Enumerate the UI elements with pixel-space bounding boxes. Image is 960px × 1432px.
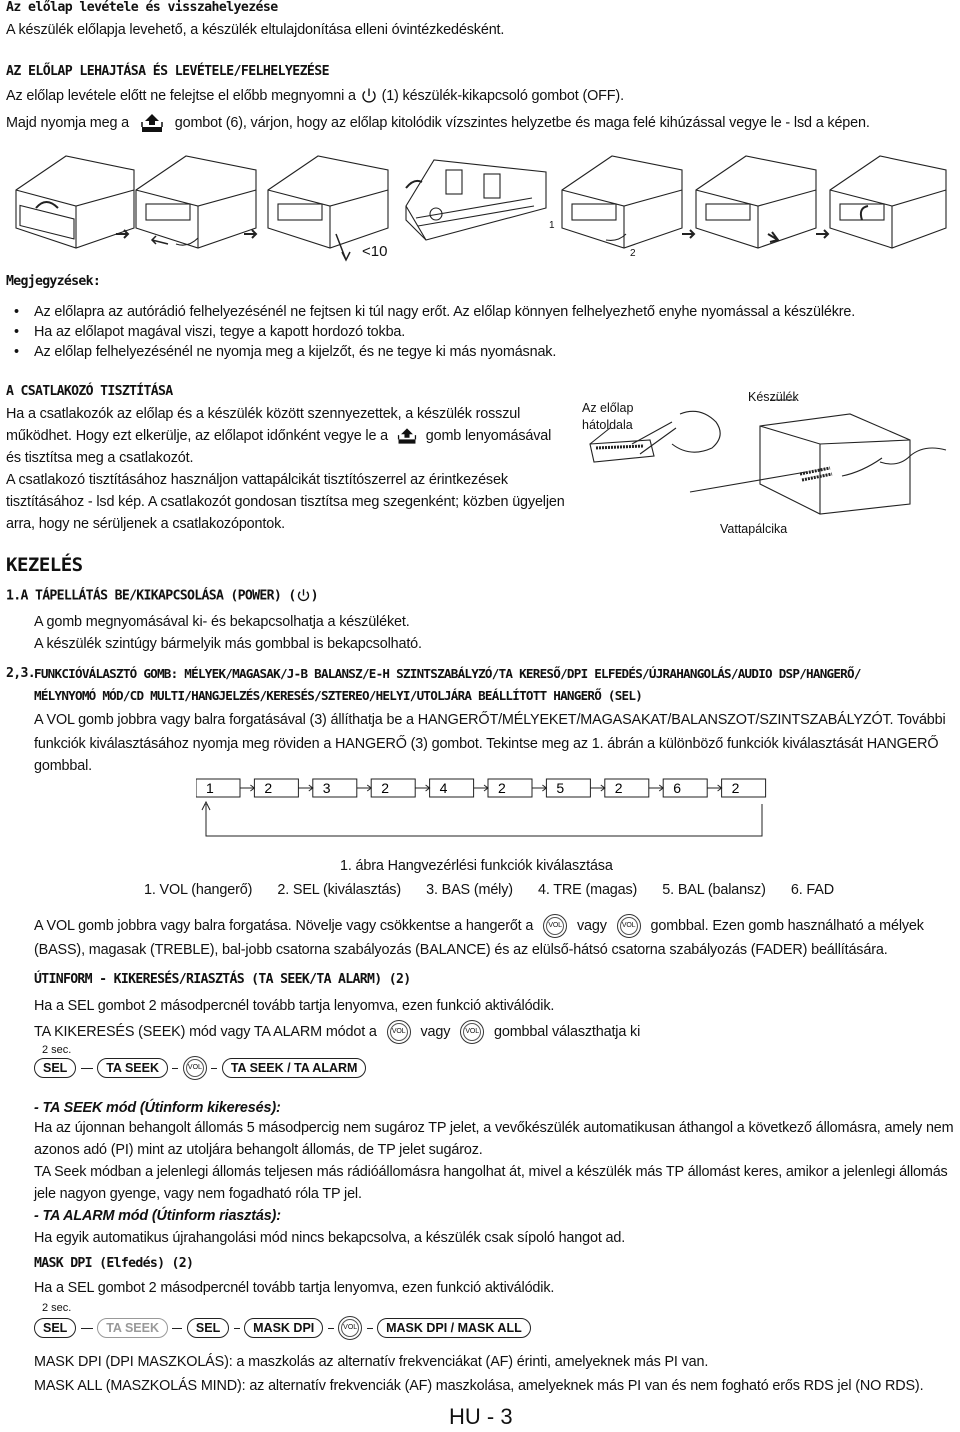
flow-step-label: 2 [498, 780, 506, 796]
unit-step-5 [562, 156, 682, 248]
flow-step-label: 2 [264, 780, 273, 796]
fig-label-swab: Vattapálcika [720, 522, 788, 536]
ta-seek-line-4: jele nagyon gyenge, vagy nem fogadható róla TP jel. [34, 1186, 362, 1202]
ta-seek-sequence [34, 1056, 366, 1080]
ta-seek-line-1: Ha az újonnan behangolt állomás 5 másodpercig nem sugároz TP jelet, a vevőkészülék automatikusan áthangol a következő állomásra, amely nem [34, 1120, 954, 1136]
mask-line-1: Ha a SEL gombot 2 másodpercnél tovább tartja lenyomva, ezen funkció aktiválódik. [34, 1280, 555, 1296]
fig-label-back-1: Az előlap [582, 401, 634, 415]
flow-arrow [415, 785, 429, 791]
flow-arrow [298, 785, 312, 791]
flow-step-label: 1 [206, 780, 214, 796]
vol-line-2: (BASS), magasak (TREBLE), bal-jobb csatorna szabályozás (BALANCE) és az elülső-hátsó csatorna szabályozás (FADER) beállítására. [34, 942, 888, 958]
kezeles-heading: KEZELÉS [6, 554, 83, 576]
flow-step-box [488, 779, 532, 797]
seq-sec-label: 2 sec. [42, 1044, 72, 1056]
vol-knob-icon: VOL [460, 1020, 484, 1044]
flow-step-label: 2 [381, 780, 389, 796]
detach-line-2b: gombot (6), várjon, hogy az előlap kitolódik vízszintes helyzetbe és maga felé kihúzással vegye le - lsd a képen. [174, 114, 870, 131]
unit-step-2 [136, 156, 256, 248]
cleaning-line-3: és tisztítsa meg a csatlakozót. [6, 450, 194, 466]
mask-line-3: MASK ALL (MASZKOLÁS MIND): az alternatív frekvenciák (AF) maszkolása, amelyeknek más PI van és nem fogható erős RDS jel (NO RDS). [34, 1378, 924, 1394]
cleaning-figure [580, 384, 950, 544]
sel-button: SEL [187, 1318, 229, 1338]
cleaning-heading: A CSATLAKOZÓ TISZTÍTÁSA [6, 384, 173, 399]
sel-button: SEL [34, 1318, 76, 1338]
utinform-line-2c: gombbal választhatja ki [494, 1023, 641, 1040]
legend-item: 1. VOL (hangerő) [144, 882, 253, 898]
vol-knob-icon: VOL [387, 1020, 411, 1044]
flow-step-box [371, 779, 415, 797]
ta-alarm-line-1: Ha egyik automatikus újrahangolási mód nincs bekapcsolva, a készülék csak sípoló hangot ad. [34, 1230, 626, 1246]
unit-step-7 [830, 156, 946, 248]
cleaning-drawing [580, 384, 950, 524]
mask-dpi-button: MASK DPI [244, 1318, 323, 1338]
detach-line-1b: (1) készülék-kikapcsoló gombot (OFF). [381, 88, 624, 104]
note-item: • Az előlapra az autórádió felhelyezésénél ne fejtsen ki túl nagy erőt. Az előlap könnyen felhelyezhető enyhe nyomással a készülékre. [14, 304, 856, 320]
flow-legend [144, 880, 834, 900]
mask-sequence [34, 1316, 531, 1340]
utinform-line-2b: vagy [420, 1023, 451, 1040]
cleaning-line-1: Ha a csatlakozók az előlap és a készülék között szennyezettek, a készülék rosszul [6, 406, 521, 422]
flow-step-label: 3 [322, 780, 331, 796]
power-heading-b: ) [310, 588, 318, 604]
func-para-3: gombbal. [34, 758, 92, 774]
cleaning-line-2b: gomb lenyomásával [425, 428, 552, 444]
angle-label: <10 [362, 243, 388, 260]
flow-step-label: 2 [731, 780, 740, 796]
flow-arrow [532, 785, 546, 791]
notes-list [6, 302, 855, 362]
legend-item: 2. SEL (kiválasztás) [277, 882, 401, 898]
note-text: Az előlap felhelyezésénél ne nyomja meg a kijelzőt, és ne tegye ki más nyomásnak. [34, 344, 557, 360]
utinform-line-2a: TA KIKERESÉS (SEEK) mód vagy TA ALARM módot a [34, 1023, 377, 1040]
vol-knob-icon: VOL [617, 914, 641, 938]
flow-arrow [240, 785, 254, 791]
ta-seek-line-2: azonos adó (PI) mint az utoljára behangolt állomás, de TP jelet sugároz. [34, 1142, 483, 1158]
flow-step-box [605, 779, 649, 797]
detach-line-1a: Az előlap levétele előtt ne felejtse el előbb megnyomni a [6, 88, 356, 104]
note-item: • Az előlap felhelyezésénél ne nyomja meg a kijelzőt, és ne tegye ki más nyomásnak. [14, 344, 557, 360]
power-heading [6, 588, 318, 604]
vol-knob-icon: VOL [183, 1056, 207, 1080]
section-title-remove-front: Az előlap levétele és visszahelyezése [6, 0, 278, 15]
seq-sec-label: 2 sec. [42, 1302, 72, 1314]
ta-alarm-title: - TA ALARM mód (Útinform riasztás): [34, 1208, 281, 1224]
func-para-2: funkciók kiválasztásához nyomja meg röviden a HANGERŐ (3) gombot. Tekintse meg az 1. ábrán a különböző funkciók kiválasztását HANGERŐ [34, 736, 939, 752]
func-heading-2: MÉLYNYOMÓ MÓD/CD MULTI/HANGJELZÉS/KERESÉS/SZTEREO/HELYI/UTOLJÁRA BEÁLLÍTOTT HANGERŐ (SEL) [34, 688, 643, 703]
note-text: Ha az előlapot magával viszi, tegye a kapott hordozó tokba. [34, 324, 406, 340]
flow-step-label: 5 [556, 780, 565, 796]
sel-button: SEL [34, 1058, 76, 1078]
flow-arrow [590, 785, 604, 791]
ta-seek-alarm-button: TA SEEK / TA ALARM [222, 1058, 367, 1078]
legend-item: 5. BAL (balansz) [662, 882, 766, 898]
ta-seek-button: TA SEEK [97, 1318, 168, 1338]
flow-step-box [254, 779, 298, 797]
flow-caption: 1. ábra Hangvezérlési funkciók kiválasztása [340, 858, 613, 874]
page-number: HU - 3 [449, 1404, 513, 1429]
utinform-line-2 [34, 1020, 640, 1044]
mask-line-2: MASK DPI (DPI MASZKOLÁS): a maszkolás az alternatív frekvenciákat (AF) érinti, amelyeknek más PI van. [34, 1354, 709, 1370]
section-heading-detach: AZ ELŐLAP LEHAJTÁSA ÉS LEVÉTELE/FELHELYEZÉSE [6, 64, 329, 79]
step-label-2: 2 [630, 248, 636, 259]
release-icon [139, 112, 165, 134]
vol-line-1a: A VOL gomb jobbra vagy balra forgatása. Növelje vagy csökkentse a hangerőt a [34, 917, 534, 934]
flow-step-box [313, 779, 357, 797]
fig-label-back-2: hátoldala [582, 418, 633, 432]
vol-knob-icon: VOL [543, 914, 567, 938]
unit-step-6 [696, 156, 816, 248]
note-text: Az előlapra az autórádió felhelyezésénél ne fejtsen ki túl nagy erőt. Az előlap könnyen felhelyezhető enyhe nyomással a készülékre. [34, 304, 856, 320]
cleaning-line-2a: működhet. Hogy ezt elkerülje, az előlapot időnként vegye le a [6, 428, 389, 444]
note-item: • Ha az előlapot magával viszi, tegye a kapott hordozó tokba. [14, 324, 406, 340]
flow-step-box [196, 779, 240, 797]
legend-item: 4. TRE (magas) [538, 882, 638, 898]
detach-line-2 [6, 112, 870, 134]
cleaning-line-6: arra, hogy ne sérüljenek a csatlakozópontok. [6, 516, 285, 532]
carrying-case [406, 160, 546, 240]
flow-step-label: 2 [614, 780, 623, 796]
ta-seek-button: TA SEEK [97, 1058, 168, 1078]
ta-seek-title: - TA SEEK mód (Útinform kikeresés): [34, 1100, 281, 1116]
func-para-1: A VOL gomb jobbra vagy balra forgatásával (3) állíthatja be a HANGERŐT/MÉLYEKET/MAGASAKAT/BALANSZOT/SZINTSZABÁLYZÓT. További [34, 712, 946, 728]
flow-step-box [546, 779, 590, 797]
cleaning-line-5: tisztításához - lsd kép. A csatlakozót gondosan tisztítsa meg szegenként; közben ügyeljen [6, 494, 565, 510]
vol-knob-icon: VOL [338, 1316, 362, 1340]
notes-heading: Megjegyzések: [6, 274, 101, 289]
vol-line-1 [34, 914, 924, 938]
fig-label-device: Készülék [748, 390, 799, 404]
front-panel-removal-illustration [6, 148, 950, 270]
mask-heading: MASK DPI (Elfedés) (2) [34, 1256, 194, 1271]
flow-arrow [649, 785, 663, 791]
vol-line-1b: vagy [576, 917, 607, 934]
power-line-1: A gomb megnyomásával ki- és bekapcsolhatja a készüléket. [34, 614, 410, 630]
step-label-1: 1 [549, 220, 555, 231]
flow-step-box [722, 779, 766, 797]
power-icon [296, 588, 311, 603]
power-heading-a: 1.A TÁPELLÁTÁS BE/KIKAPCSOLÁSA (POWER) ( [6, 588, 296, 604]
func-heading-1: FUNKCIÓVÁLASZTÓ GOMB: MÉLYEK/MAGASAK/J-B BALANSZ/E-H SZINTSZABÁLYZÓ/TA KERESŐ/DPI ELFEDÉS/ÚJRAHANGOLÁS/AUDIO DSP/HANGERŐ/ [34, 666, 861, 681]
release-icon [396, 426, 418, 446]
intro-text: A készülék előlapja levehető, a készülék eltulajdonítása elleni óvintézkedésként. [6, 22, 505, 38]
detach-line-1 [6, 86, 624, 106]
legend-item: 3. BAS (mély) [426, 882, 513, 898]
flow-step-box [430, 779, 474, 797]
power-line-2: A készülék szintúgy bármelyik más gombbal is bekapcsolható. [34, 636, 422, 652]
flow-arrow [474, 785, 488, 791]
flow-arrow [357, 785, 371, 791]
flow-step-label: 4 [439, 780, 448, 796]
utinform-heading: ÚTINFORM - KIKERESÉS/RIASZTÁS (TA SEEK/TA ALARM) (2) [34, 972, 411, 987]
cleaning-line-2 [6, 426, 551, 446]
vol-line-1c: gombbal. Ezen gomb használható a mélyek [650, 917, 924, 934]
detach-line-2a: Majd nyomja meg a [6, 114, 130, 131]
func-number: 2,3. [6, 666, 35, 681]
legend-item: 6. FAD [790, 882, 834, 898]
mask-dpi-all-button: MASK DPI / MASK ALL [377, 1318, 531, 1338]
cleaning-line-4: A csatlakozó tisztításához használjon vattapálcikát tisztítószerrel az érintkezések [6, 472, 508, 488]
ta-seek-line-3: TA Seek módban a jelenlegi állomás teljesen más rádióállomásra hangolhat át, mivel a készülék más TP állomást keres, amikor a jelenlegi állomás [34, 1164, 948, 1180]
utinform-line-1: Ha a SEL gombot 2 másodpercnél tovább tartja lenyomva, ezen funkció aktiválódik. [34, 998, 555, 1014]
flow-arrow [707, 785, 721, 791]
function-flow-diagram [196, 776, 776, 852]
flow-step-label: 6 [673, 780, 681, 796]
power-icon [360, 87, 378, 105]
flow-step-box [663, 779, 707, 797]
